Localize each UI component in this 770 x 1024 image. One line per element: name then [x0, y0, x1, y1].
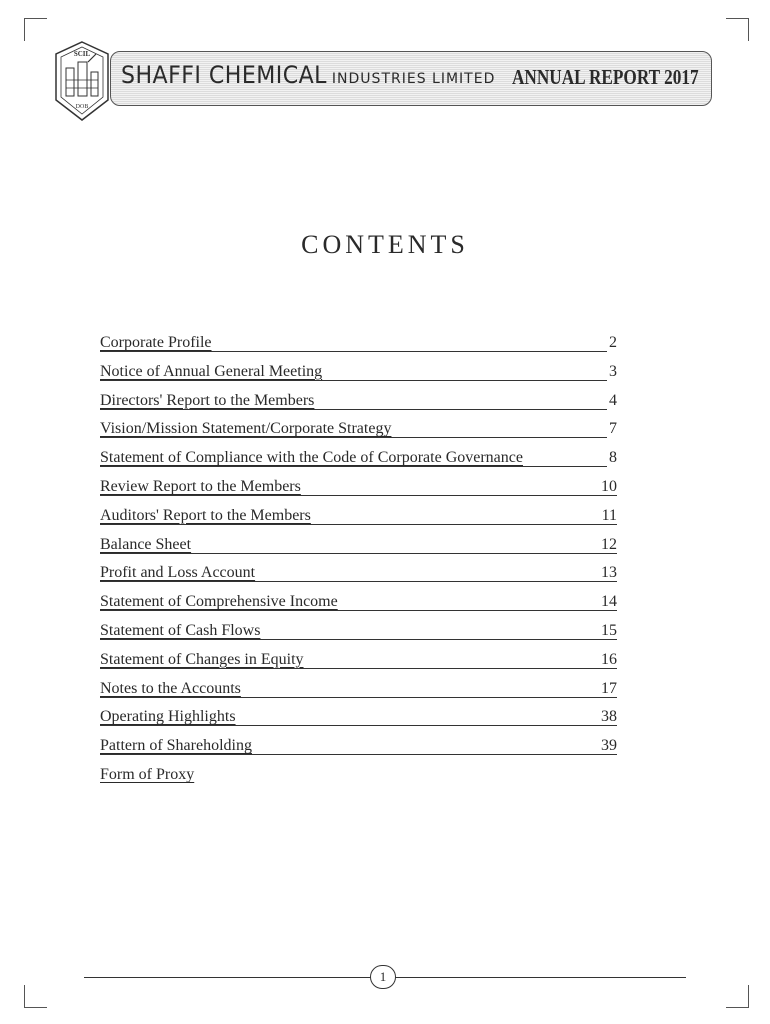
- table-of-contents: [100, 333, 617, 794]
- toc-entry-page: 8: [609, 449, 617, 467]
- logo-text-top: SCIL: [73, 50, 91, 58]
- toc-entry-page: 11: [601, 506, 617, 524]
- toc-entry[interactable]: [100, 391, 617, 420]
- toc-entry[interactable]: [100, 535, 617, 564]
- toc-entry-title: Statement of Compliance with the Code of Corporate Governance: [100, 449, 523, 467]
- toc-entry[interactable]: [100, 650, 617, 679]
- crop-mark-top-left: [24, 18, 47, 41]
- header-bar: [110, 51, 712, 106]
- company-name-main: SHAFFI CHEMICAL: [121, 61, 327, 89]
- toc-entry-title: Auditors' Report to the Members: [100, 506, 311, 524]
- toc-entry-page: 14: [601, 593, 617, 611]
- toc-entry-page: 2: [609, 334, 617, 351]
- toc-entry-page: 4: [609, 391, 617, 409]
- toc-entry[interactable]: [100, 679, 617, 708]
- toc-entry-page: 15: [601, 621, 617, 639]
- report-title: ANNUAL REPORT 2017: [512, 65, 699, 89]
- company-name-sub: INDUSTRIES LIMITED: [331, 71, 496, 87]
- toc-entry-title: Vision/Mission Statement/Corporate Strategy: [100, 420, 392, 438]
- crop-mark-bottom-left: [24, 985, 47, 1008]
- page-number: 1: [370, 965, 396, 989]
- toc-entry[interactable]: [100, 707, 617, 736]
- toc-entry[interactable]: [100, 448, 617, 477]
- toc-entry-title: Statement of Changes in Equity: [100, 650, 304, 668]
- toc-entry[interactable]: [100, 765, 617, 794]
- toc-entry-title: Directors' Report to the Members: [100, 391, 315, 409]
- toc-entry[interactable]: [100, 563, 617, 592]
- toc-entry-page: 38: [601, 708, 617, 726]
- toc-entry-title: Statement of Comprehensive Income: [100, 593, 338, 611]
- toc-entry-title: Profit and Loss Account: [100, 564, 256, 582]
- toc-entry-title: Notes to the Accounts: [100, 679, 241, 697]
- toc-entry-title: Operating Highlights: [100, 708, 236, 726]
- toc-entry-page: 3: [609, 362, 617, 380]
- company-logo-icon: [52, 40, 112, 122]
- toc-entry-page: 13: [601, 564, 617, 582]
- toc-entry[interactable]: [100, 362, 617, 391]
- toc-entry-page: 16: [601, 650, 617, 668]
- crop-mark-top-right: [726, 18, 749, 41]
- page-title: CONTENTS: [301, 230, 469, 259]
- toc-entry-title: Balance Sheet: [100, 535, 192, 553]
- toc-entry-title: Pattern of Shareholding: [100, 737, 252, 755]
- toc-entry-title: Review Report to the Members: [100, 477, 301, 495]
- toc-entry[interactable]: [100, 419, 617, 448]
- toc-entry-page: 7: [609, 420, 617, 438]
- toc-entry[interactable]: [100, 477, 617, 506]
- toc-entry[interactable]: [100, 506, 617, 535]
- crop-mark-bottom-right: [726, 985, 749, 1008]
- toc-entry[interactable]: [100, 621, 617, 650]
- toc-entry-title: Corporate Profile: [100, 334, 212, 351]
- toc-entry-page: 17: [601, 679, 617, 697]
- toc-entry[interactable]: [100, 592, 617, 621]
- toc-entry-page: 10: [601, 477, 617, 495]
- toc-entry-page: 39: [601, 737, 617, 755]
- company-name: [121, 61, 495, 89]
- toc-entry[interactable]: [100, 736, 617, 765]
- toc-entry-page: 12: [601, 535, 617, 553]
- toc-entry-title: Statement of Cash Flows: [100, 621, 261, 639]
- toc-entry-title: Notice of Annual General Meeting: [100, 362, 323, 380]
- toc-entry[interactable]: [100, 333, 617, 362]
- toc-entry-title: Form of Proxy: [100, 765, 195, 783]
- logo-text-bottom: DOB: [75, 104, 89, 110]
